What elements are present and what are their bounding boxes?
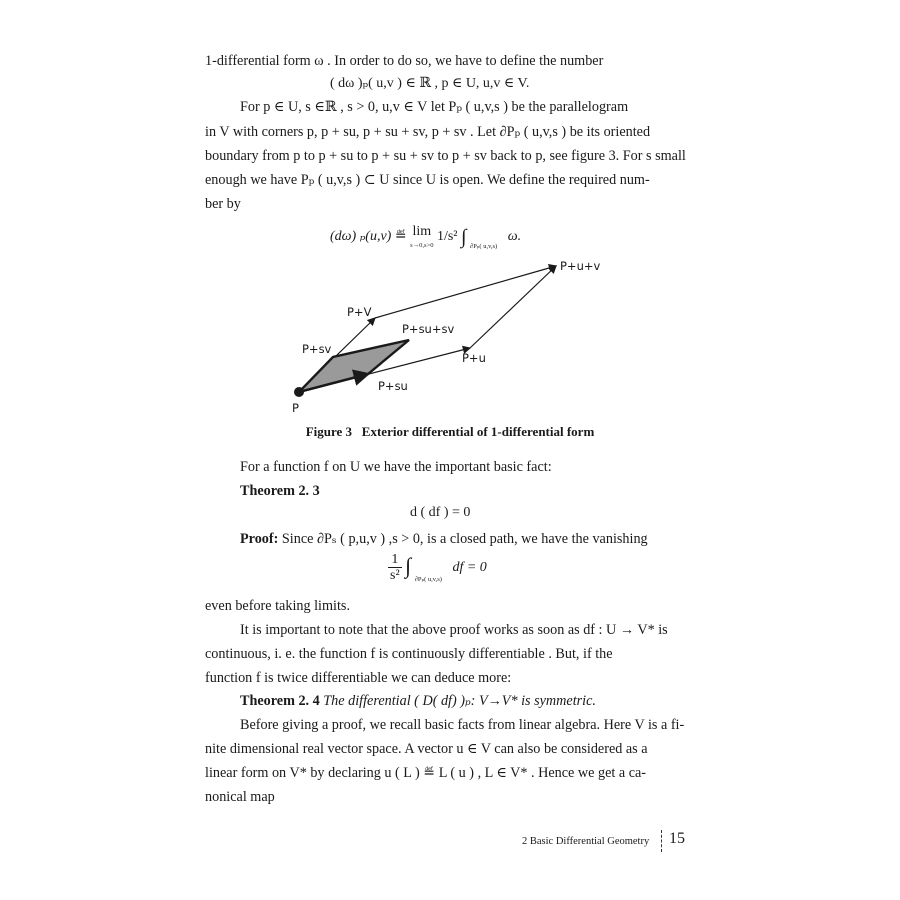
formula-frac: 1/s² (436, 229, 458, 244)
proof-fraction (388, 552, 402, 584)
label-p-v: P+V (347, 305, 372, 319)
integral-subscript: ∂Pₚ( u,v,s) (414, 576, 442, 584)
theorem-2-4-label: Theorem 2. 4 (240, 693, 320, 709)
body-line: enough we have Pₚ ( u,v,s ) ⊂ U since U is open. We define the required num- (205, 172, 650, 188)
label-p-su-sv: P+su+sv (402, 322, 455, 336)
footer-separator (661, 830, 662, 852)
body-line: 1-differential form ω . In order to do so, we have to define the number (205, 53, 604, 69)
formula-defeq: ≝ (394, 229, 407, 244)
body-line: For p ∈ U, s ∈ℝ , s > 0, u,v ∈ V let Pₚ ( u,v,s ) be the parallelogram (240, 99, 629, 115)
formula-lim: lim (412, 224, 432, 239)
caption-text: Exterior differential of 1-differential form (361, 424, 595, 439)
body-line: It is important to note that the above proof works as soon as df : U → V* is (240, 622, 668, 638)
page-number: 15 (669, 830, 685, 847)
fraction-denominator: s² (390, 568, 400, 583)
theorem-2-4-text: The differential ( D( df) )ₚ: V→V* is symmetric. (323, 693, 596, 709)
figure-caption (0, 424, 900, 440)
body-line: function f is twice differentiable we can deduce more: (205, 670, 512, 686)
proof-line (240, 529, 720, 549)
body-line: nonical map (205, 789, 275, 805)
integral-subscript: ∂Pₚ( u,v,s) (469, 243, 498, 250)
formula-lim-sub: s→0,s>0 (410, 242, 434, 249)
caption-prefix: Figure 3 (305, 424, 353, 439)
formula-lhs: (dω) ₚ(u,v) (330, 229, 392, 244)
point-p (294, 387, 304, 397)
integral-symbol: ∫ (461, 226, 467, 248)
body-line: continuous, i. e. the function f is continuously differentiable . But, if the (205, 646, 613, 662)
body-line: even before taking limits. (205, 598, 350, 614)
label-p-su: P+su (378, 379, 408, 393)
theorem-2-3-label: Theorem 2. 3 (240, 483, 320, 499)
proof-formula (388, 552, 487, 584)
proof-label: Proof: (240, 531, 279, 547)
body-line: in V with corners p, p + su, p + su + sv, p + sv . Let ∂Pₚ ( u,v,s ) be its oriented (205, 124, 651, 140)
fraction-numerator: 1 (391, 552, 399, 567)
label-p-u: P+u (462, 351, 486, 365)
theorem-2-4 (240, 691, 720, 711)
proof-formula-rhs: df = 0 (452, 560, 487, 576)
integral-symbol: ∫ (405, 553, 412, 579)
running-footer-chapter: 2 Basic Differential Geometry (522, 836, 650, 847)
label-p-u-v: P+u+v (560, 259, 601, 273)
label-p: P (292, 401, 299, 415)
body-line: For a function f on U we have the important basic fact: (240, 459, 552, 475)
formula-rhs: ω. (507, 229, 522, 244)
body-line: Before giving a proof, we recall basic facts from linear algebra. Here V is a fi- (240, 717, 685, 733)
proof-text: Since ∂Pₛ ( p,u,v ) ,s > 0, is a closed path, we have the vanishing (281, 531, 648, 547)
body-line: boundary from p to p + su to p + su + sv to p + sv back to p, see figure 3. For s small (205, 148, 686, 164)
formula-domega: ( dω )ₚ( u,v ) ∈ ℝ , p ∈ U, u,v ∈ V. (330, 76, 530, 91)
body-line: linear form on V* by declaring u ( L ) ≝ L ( u ) , L ∈ V* . Hence we get a ca- (205, 765, 647, 781)
body-line: nite dimensional real vector space. A vector u ∈ V can also be considered as a (205, 741, 648, 757)
label-p-sv: P+sv (302, 342, 332, 356)
formula-ddf: d ( df ) = 0 (410, 505, 471, 520)
body-line: ber by (205, 196, 241, 212)
